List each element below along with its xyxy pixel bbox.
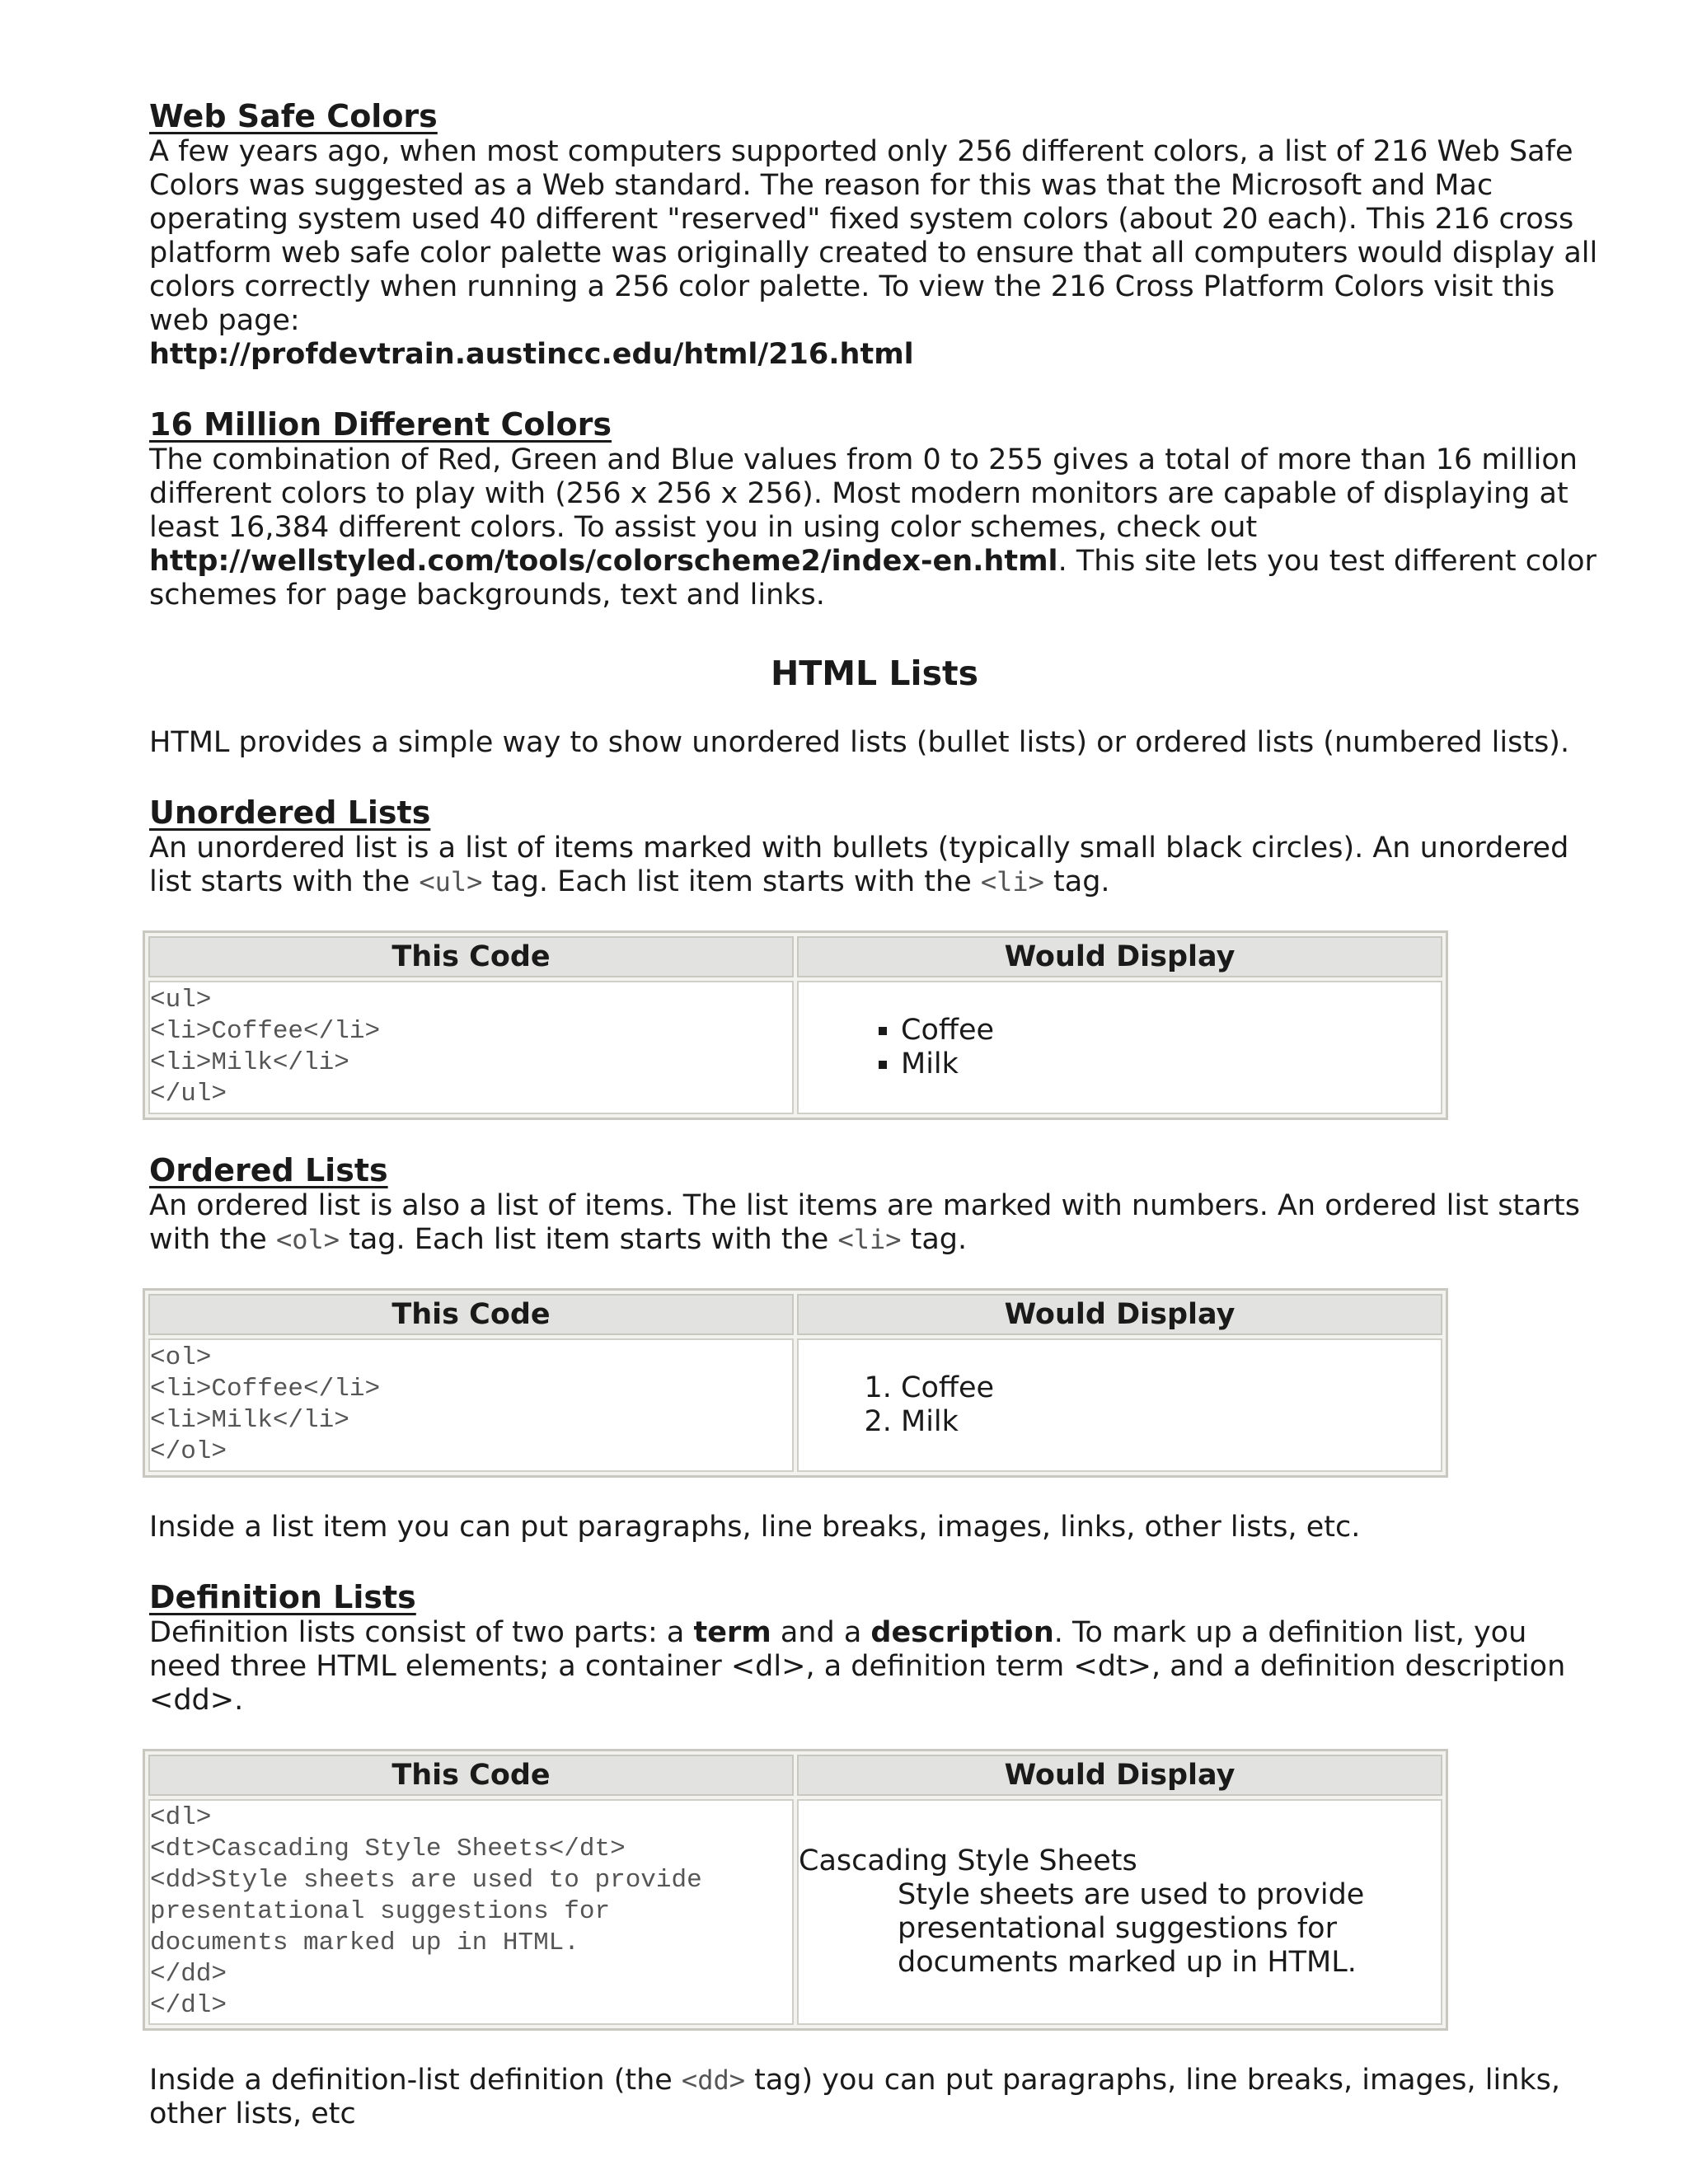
ordered-heading: Ordered Lists — [149, 1152, 388, 1188]
definition-text-c: . To mark up a definition list, you need three HTML elements; a container <dl>, a definition term <dt>, and a definition description <dd>. — [149, 1616, 1566, 1717]
million-colors-paragraph — [149, 443, 1600, 612]
unordered-heading: Unordered Lists — [149, 794, 431, 831]
ol-tag: <ol> — [275, 1224, 340, 1255]
list-item: ▪ Coffee — [901, 1014, 1441, 1047]
definition-note-b: tag) you can put paragraphs, line breaks, images, links, other lists, etc — [149, 2064, 1561, 2130]
unordered-rendered-list — [799, 1014, 1441, 1081]
would-display-header: Would Display — [797, 1755, 1442, 1796]
document-page — [149, 97, 1600, 2131]
list-item-note: Inside a list item you can put paragraphs, line breaks, images, links, other lists, etc. — [149, 1511, 1361, 1544]
ordered-code: <ol> <li>Coffee</li> <li>Milk</li> </ol> — [150, 1343, 381, 1466]
definition-rendered-list — [799, 1844, 1441, 1980]
web-safe-text: A few years ago, when most computers supported only 256 different colors, a list of 216 Web Safe Colors was suggested as a Web standard. The reason for this was that the Microsoft and Mac operating system used 40 different "reserved" fixed system colors (about 20 each). This 216 cross platform web safe color palette was originally created to ensure that all computers would display all colors correctly when running a 256 color palette. To view the 216 Cross Platform Colors visit this web page: — [149, 135, 1598, 337]
unordered-text-a: An unordered list is a list of items marked with bullets (typically small black circles). An unordered list starts with the — [149, 832, 1569, 898]
unordered-example-table — [143, 930, 1448, 1120]
this-code-header: This Code — [148, 1755, 794, 1796]
definition-heading: Definition Lists — [149, 1579, 416, 1615]
dd-line: documents marked up in HTML. — [898, 1946, 1357, 1979]
million-text-end: . This site lets you test different color schemes for page backgrounds, text and links. — [149, 545, 1597, 612]
unordered-paragraph — [149, 832, 1600, 899]
html-lists-intro: HTML provides a simple way to show unordered lists (bullet lists) or ordered lists (numbered lists). — [149, 726, 1570, 759]
ordered-example-table — [143, 1288, 1448, 1478]
ul-tag: <ul> — [419, 866, 483, 898]
ordered-text-a: An ordered list is also a list of items. The list items are marked with numbers. An ordered list starts with the — [149, 1189, 1580, 1256]
would-display-header: Would Display — [797, 1294, 1442, 1335]
would-display-header: Would Display — [797, 936, 1442, 977]
definition-example-table — [143, 1749, 1448, 2031]
colorscheme-link[interactable]: http://wellstyled.com/tools/colorscheme2/index-en.html — [149, 545, 1058, 578]
definition-description — [898, 1878, 1441, 1980]
definition-code: <dl> <dt>Cascading Style Sheets</dt> <dd>Style sheets are used to provide presentational suggestions for documents marked up in HTML. </dd> </dl> — [150, 1803, 702, 2020]
list-item: ▪ Milk — [901, 1047, 1441, 1081]
definition-note-a: Inside a definition-list definition (the — [149, 2064, 682, 2097]
definition-term: Cascading Style Sheets — [799, 1844, 1137, 1877]
unordered-text-b: tag. Each list item starts with the — [482, 865, 981, 898]
list-item: 2. Milk — [901, 1405, 1441, 1439]
web-safe-link[interactable]: http://profdevtrain.austincc.edu/html/216.html — [149, 338, 914, 371]
ordered-text-c: tag. — [901, 1223, 968, 1256]
ordered-rendered-list — [799, 1371, 1441, 1439]
dd-line: presentational suggestions for — [898, 1912, 1337, 1945]
list-item: 1. Coffee — [901, 1371, 1441, 1405]
definition-paragraph — [149, 1616, 1600, 1718]
term-word: term — [693, 1616, 771, 1649]
unordered-text-c: tag. — [1043, 865, 1110, 898]
html-lists-title: HTML Lists — [770, 654, 979, 693]
web-safe-paragraph — [149, 135, 1600, 372]
definition-text-b: and a — [771, 1616, 871, 1649]
web-safe-heading: Web Safe Colors — [149, 98, 438, 134]
this-code-header: This Code — [148, 936, 794, 977]
li-tag: <li> — [980, 866, 1044, 898]
dd-line: Style sheets are used to provide — [898, 1878, 1365, 1911]
definition-note — [149, 2064, 1600, 2131]
dd-tag: <dd> — [681, 2064, 745, 2096]
unordered-code: <ul> <li>Coffee</li> <li>Milk</li> </ul> — [150, 986, 381, 1108]
definition-text-a: Definition lists consist of two parts: a — [149, 1616, 694, 1649]
ordered-paragraph — [149, 1189, 1600, 1257]
ordered-text-b: tag. Each list item starts with the — [340, 1223, 838, 1256]
million-text: The combination of Red, Green and Blue values from 0 to 255 gives a total of more than 16 million different colors to play with (256 x 256 x 256). Most modern monitors are capable of displaying at least 16,384 different colors. To assist you in using color schemes, check out — [149, 443, 1578, 544]
this-code-header: This Code — [148, 1294, 794, 1335]
million-colors-heading: 16 Million Different Colors — [149, 406, 612, 443]
li-tag: <li> — [837, 1224, 902, 1255]
description-word: description — [870, 1616, 1054, 1649]
